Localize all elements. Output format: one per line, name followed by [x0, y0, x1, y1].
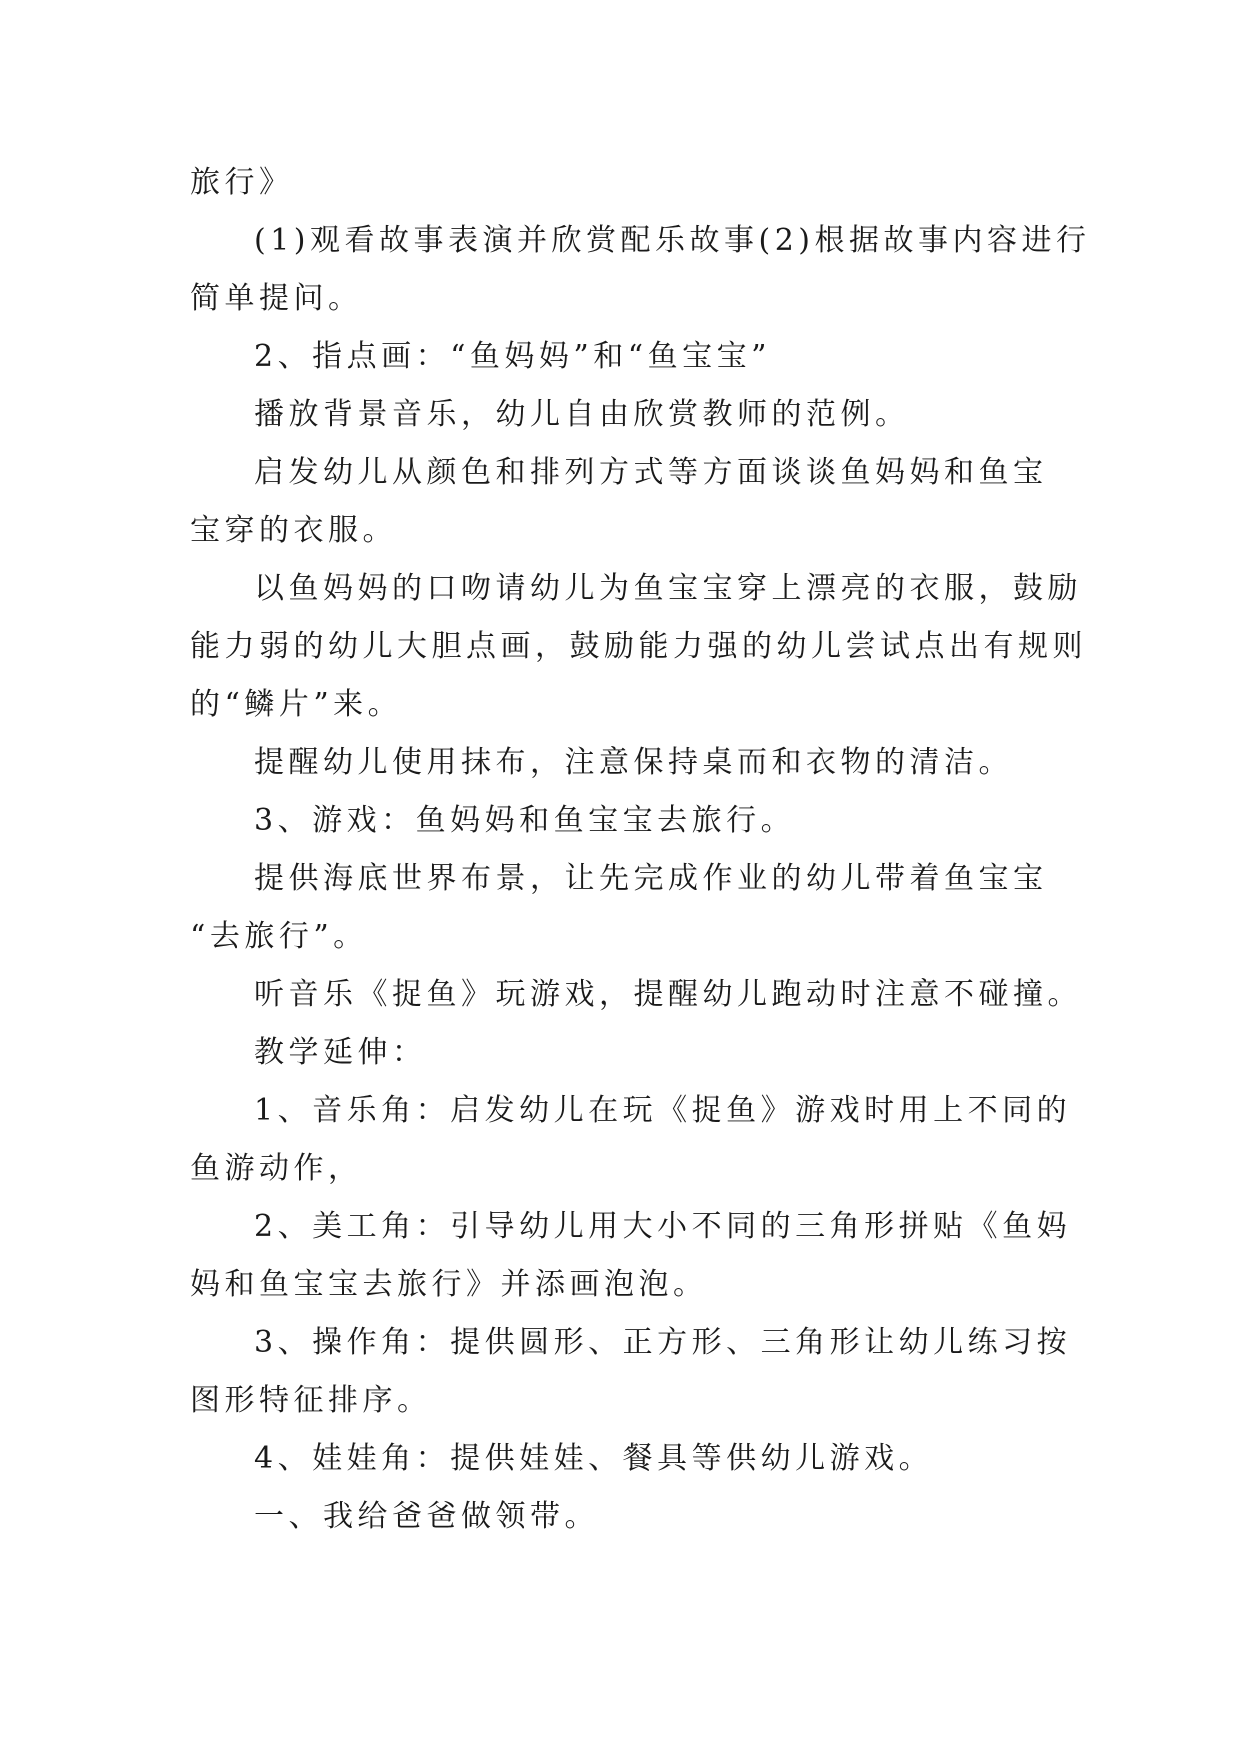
- text-line: 3、操作角：提供圆形、正方形、三角形让幼儿练习按: [254, 1325, 1072, 1360]
- text-line: 的“鳞片”来。: [190, 687, 403, 722]
- text-line: 播放背景音乐，幼儿自由欣赏教师的范例。: [254, 397, 910, 432]
- text-line: 图形特征排序。: [190, 1383, 432, 1418]
- text-line: 一、我给爸爸做领带。: [254, 1499, 599, 1534]
- text-line: 宝穿的衣服。: [190, 513, 397, 548]
- text-line: 提供海底世界布景，让先完成作业的幼儿带着鱼宝宝: [254, 861, 1048, 896]
- text-line: 鱼游动作，: [190, 1151, 363, 1186]
- text-line: 以鱼妈妈的口吻请幼儿为鱼宝宝穿上漂亮的衣服，鼓励: [254, 571, 1082, 606]
- text-line: 3、游戏：鱼妈妈和鱼宝宝去旅行。: [254, 803, 796, 838]
- text-line: 1、音乐角：启发幼儿在玩《捉鱼》游戏时用上不同的: [254, 1093, 1072, 1128]
- text-line: 妈和鱼宝宝去旅行》并添画泡泡。: [190, 1267, 708, 1302]
- text-line: 启发幼儿从颜色和排列方式等方面谈谈鱼妈妈和鱼宝: [254, 455, 1048, 490]
- text-line: 2、美工角：引导幼儿用大小不同的三角形拼贴《鱼妈: [254, 1209, 1072, 1244]
- text-line: 旅行》: [190, 165, 294, 200]
- text-line: 能力弱的幼儿大胆点画，鼓励能力强的幼儿尝试点出有规则: [190, 629, 1087, 664]
- document-body: [190, 154, 1091, 1546]
- text-line: 教学延伸：: [254, 1035, 427, 1070]
- text-line: 4、娃娃角：提供娃娃、餐具等供幼儿游戏。: [254, 1441, 934, 1476]
- text-line: 2、指点画：“鱼妈妈”和“鱼宝宝”: [254, 339, 771, 374]
- text-line: 提醒幼儿使用抹布，注意保持桌而和衣物的清洁。: [254, 745, 1013, 780]
- text-line: “去旅行”。: [190, 919, 368, 954]
- text-line: 听音乐《捉鱼》玩游戏，提醒幼儿跑动时注意不碰撞。: [254, 977, 1082, 1012]
- text-line: (1)观看故事表演并欣赏配乐故事(2)根据故事内容进行: [254, 223, 1091, 258]
- text-line: 简单提问。: [190, 281, 363, 316]
